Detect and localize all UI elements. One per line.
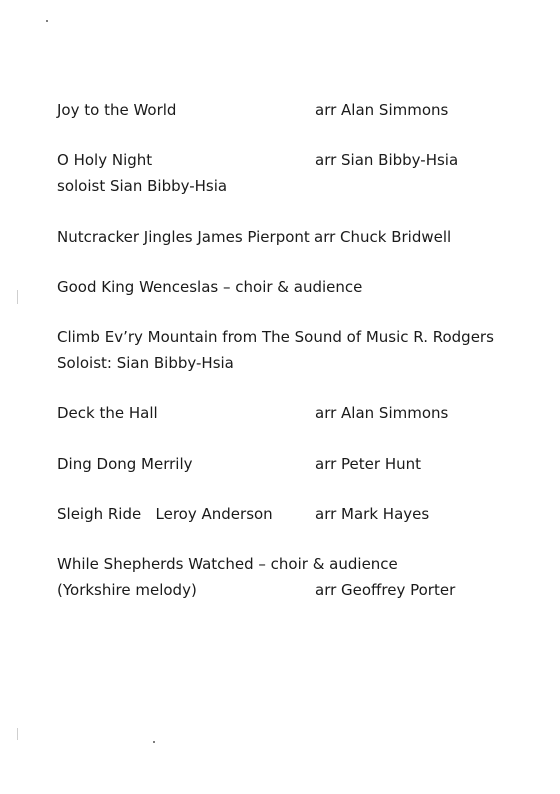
program-item-title: While Shepherds Watched – choir & audience xyxy=(57,555,398,573)
program-item-title: Climb Ev’ry Mountain from The Sound of Music R. Rodgers xyxy=(57,328,494,346)
scan-edge-mark xyxy=(17,290,18,304)
program-item-arranger: arr Geoffrey Porter xyxy=(315,581,456,599)
scan-speck xyxy=(46,20,48,22)
program-item-title: Deck the Hall xyxy=(57,404,158,422)
scan-edge-mark xyxy=(17,728,18,740)
scan-speck xyxy=(153,741,155,743)
program-item-note: Soloist: Sian Bibby-Hsia xyxy=(57,354,234,372)
program-item-title: Nutcracker Jingles James Pierpont xyxy=(57,228,310,246)
program-item-arranger: arr Sian Bibby-Hsia xyxy=(315,151,459,169)
program-item-note: soloist Sian Bibby-Hsia xyxy=(57,177,228,195)
program-item-arranger: arr Chuck Bridwell xyxy=(314,228,452,246)
program-item-title: Good King Wenceslas – choir & audience xyxy=(57,278,363,296)
program-item-arranger: arr Alan Simmons xyxy=(315,404,449,422)
program-item-title: Sleigh Ride Leroy Anderson xyxy=(57,505,273,523)
program-item-title: O Holy Night xyxy=(57,151,153,169)
program-item-arranger: arr Mark Hayes xyxy=(315,505,430,523)
program-item-title: Ding Dong Merrily xyxy=(57,455,193,473)
program-item-arranger: arr Peter Hunt xyxy=(315,455,421,473)
program-item-arranger: arr Alan Simmons xyxy=(315,101,449,119)
program-item-title: Joy to the World xyxy=(57,101,177,119)
program-item-note: (Yorkshire melody) xyxy=(57,581,197,599)
